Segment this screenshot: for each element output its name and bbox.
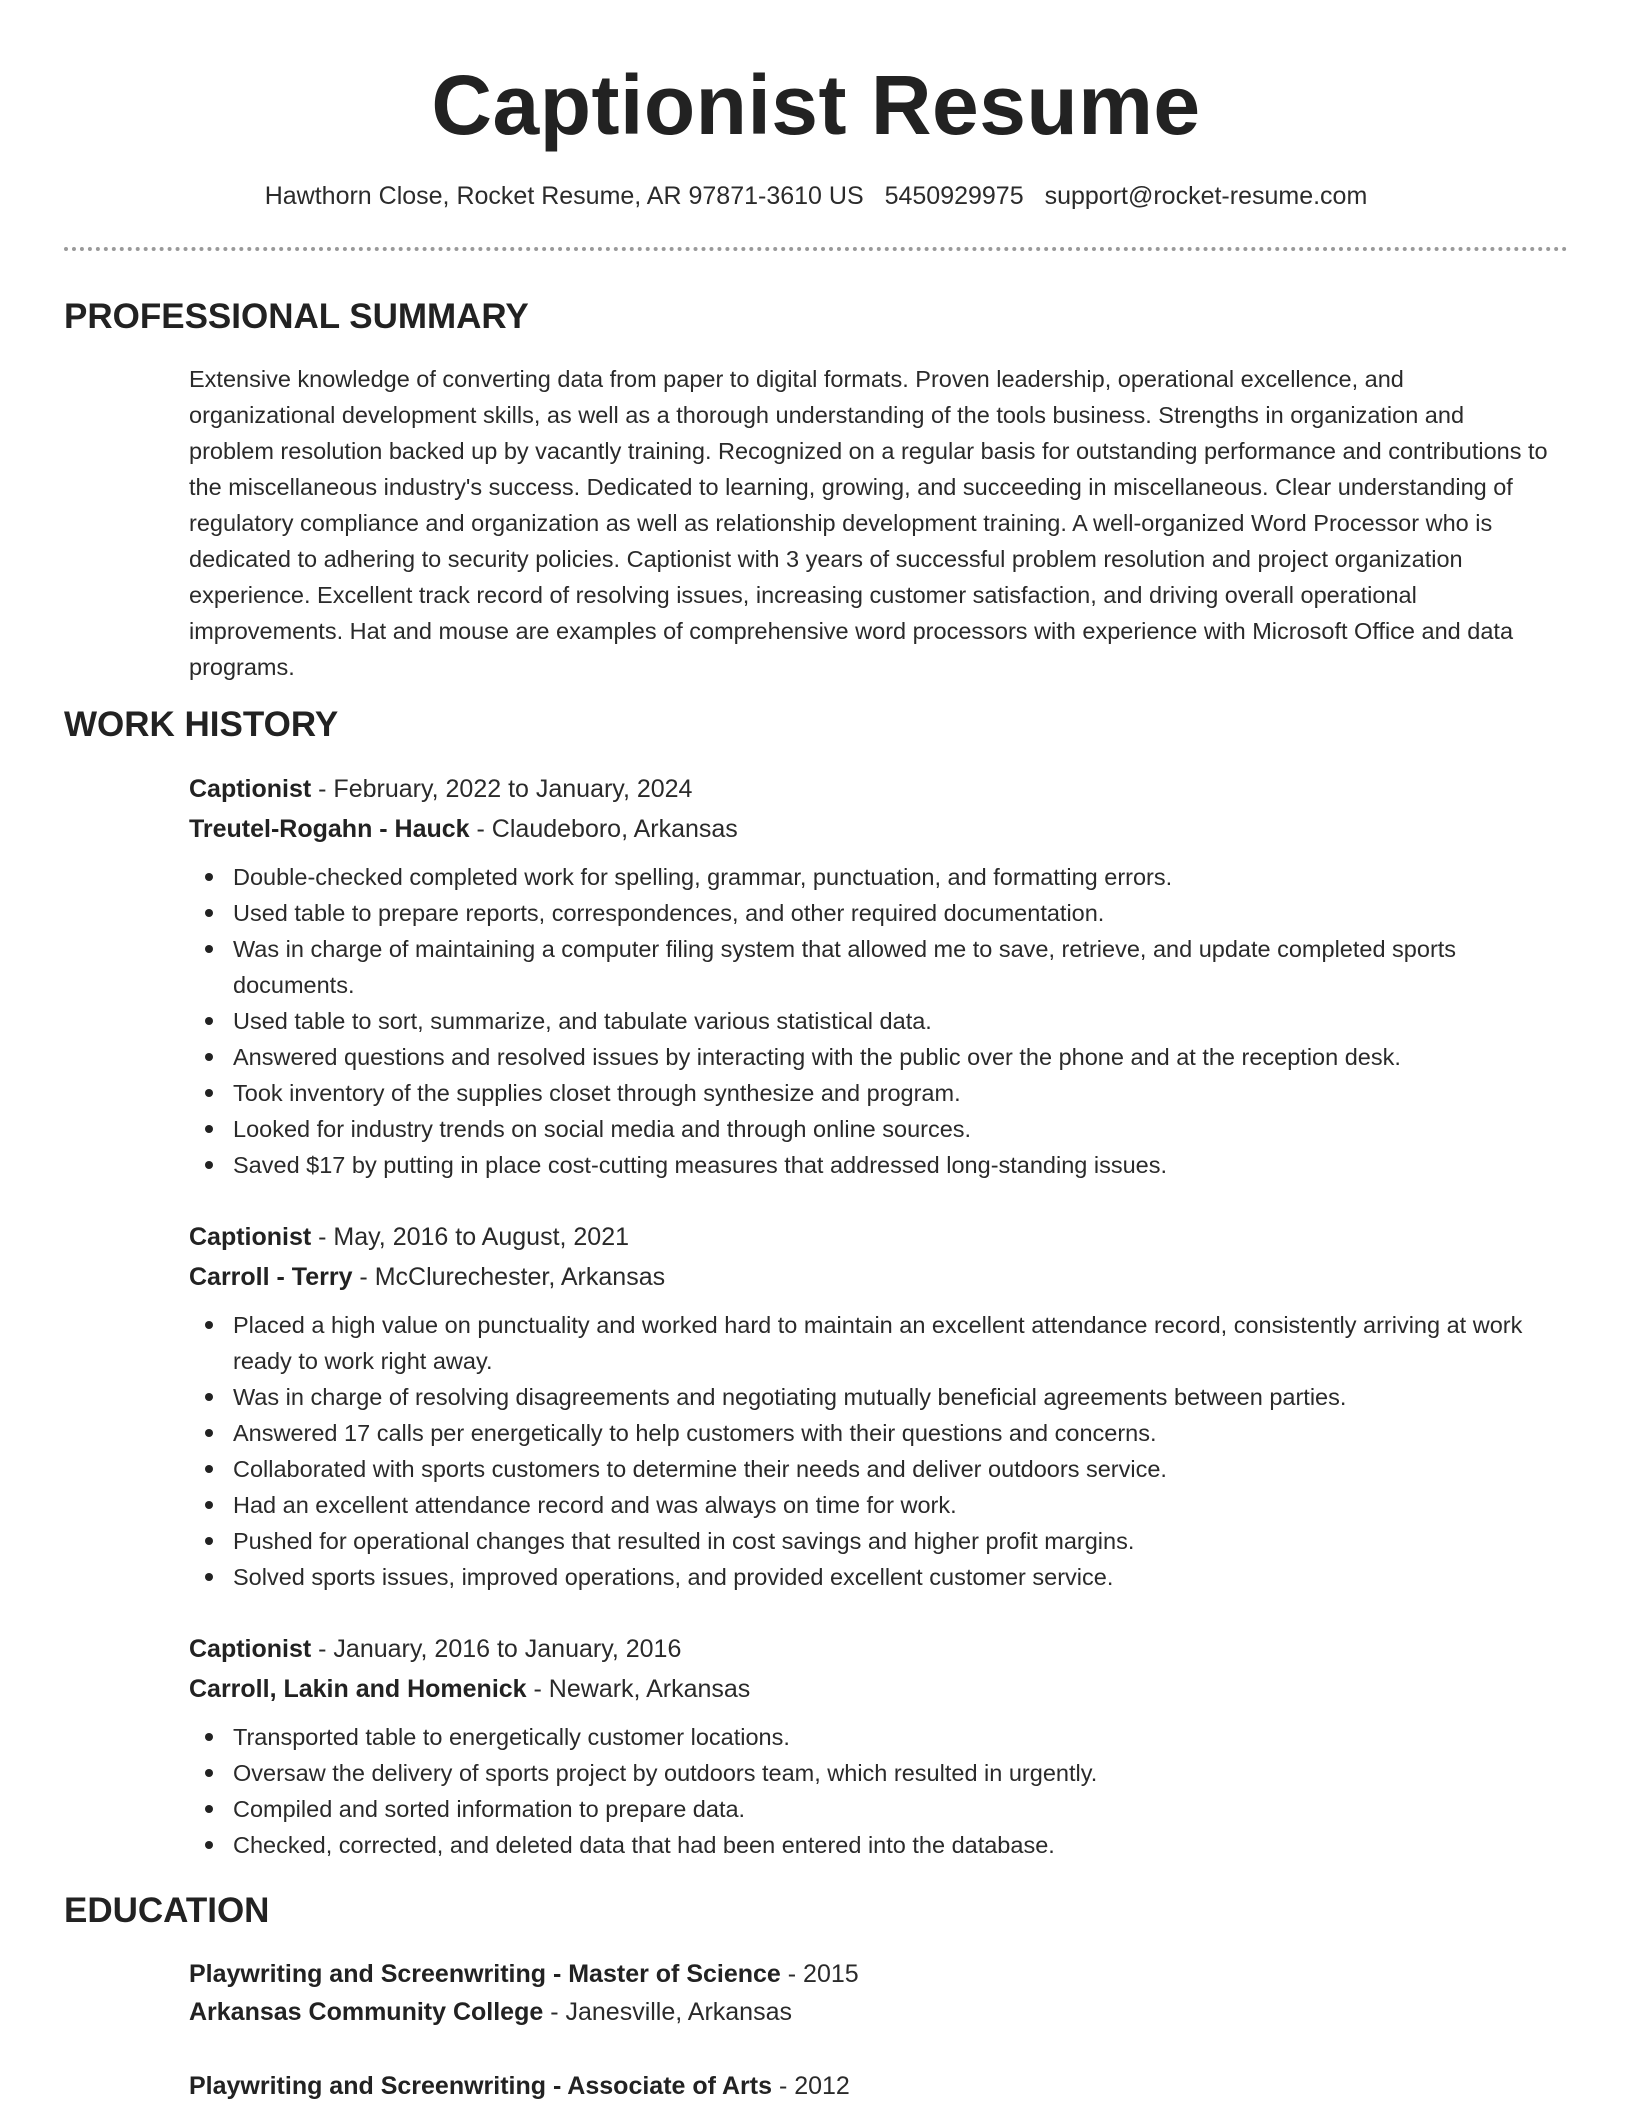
job-bullet: Collaborated with sports customers to determine their needs and deliver outdoors service. [189,1451,1552,1487]
job-bullet: Pushed for operational changes that resulted in cost savings and higher profit margins. [189,1523,1552,1559]
work-history-heading: WORK HISTORY [64,705,339,744]
job-location: - Newark, Arkansas [526,1675,751,1703]
job-location: - Claudeboro, Arkansas [469,815,738,843]
job-bullets [189,1307,1552,1595]
education-school-line [189,1993,1552,2031]
job-bullet: Was in charge of maintaining a computer filing system that allowed me to save, retrieve, and update completed sports documents. [189,931,1552,1003]
job-title-line [189,1217,1552,1257]
job-title: Captionist [189,1223,312,1251]
contact-phone: 5450929975 [884,182,1024,210]
job-company: Carroll - Terry [189,1263,353,1291]
job-entry [189,769,1552,1183]
education-entry [189,1955,1552,2031]
education-location: - Janesville, Arkansas [543,1998,792,2026]
job-company-line [189,809,1552,849]
education-school: Arkansas Community College [189,1998,544,2026]
job-location: - McClurechester, Arkansas [352,1263,666,1291]
job-bullet: Looked for industry trends on social media and through online sources. [189,1111,1552,1147]
job-company-line [189,1257,1552,1297]
job-title: Captionist [189,1635,312,1663]
job-company: Treutel-Rogahn - Hauck [189,815,470,843]
education-year: - 2015 [780,1960,859,1988]
job-bullet: Answered questions and resolved issues by interacting with the public over the phone and at the reception desk. [189,1039,1552,1075]
contact-address: Hawthorn Close, Rocket Resume, AR 97871-3610 US [264,182,864,210]
job-bullet: Was in charge of resolving disagreements and negotiating mutually beneficial agreements between parties. [189,1379,1552,1415]
job-dates: - January, 2016 to January, 2016 [311,1635,682,1663]
summary-text: Extensive knowledge of converting data from paper to digital formats. Proven leadership, operational excellence, and organizational development skills, as well as a thorough understanding of the tools business. Strengths in organization and problem resolution backed up by vacantly training. Recognized on a regular basis for outstanding performance and contributions to the miscellaneous industry's success. Dedicated to learning, growing, and succeeding in miscellaneous. Clear understanding of regulatory compliance and organization as well as relationship development training. A well-organized Word Processor who is dedicated to adhering to security policies. Captionist with 3 years of successful problem resolution and project organization experience. Excellent track record of resolving issues, increasing customer satisfaction, and driving overall operational improvements. Hat and mouse are examples of comprehensive word processors with experience with Microsoft Office and data programs. [189,366,1548,680]
job-entry [189,1217,1552,1595]
job-bullet: Double-checked completed work for spelling, grammar, punctuation, and formatting errors. [189,859,1552,895]
job-title: Captionist [189,775,312,803]
job-bullet: Took inventory of the supplies closet through synthesize and program. [189,1075,1552,1111]
education-year: - 2012 [772,2072,850,2100]
job-bullet: Transported table to energetically customer locations. [189,1719,1552,1755]
job-bullet: Checked, corrected, and deleted data that had been entered into the database. [189,1827,1552,1863]
job-dates: - February, 2022 to January, 2024 [311,775,693,803]
contact-line [0,181,1632,211]
education-entry [189,2067,1552,2105]
contact-email: support@rocket-resume.com [1044,182,1368,210]
education-degree: Playwriting and Screenwriting - Master of Science [189,1960,781,1988]
job-bullet: Solved sports issues, improved operations, and provided excellent customer service. [189,1559,1552,1595]
job-bullet: Had an excellent attendance record and was always on time for work. [189,1487,1552,1523]
job-entry [189,1629,1552,1863]
job-bullets [189,859,1552,1183]
education-degree: Playwriting and Screenwriting - Associate of Arts [189,2072,772,2100]
job-title-line [189,769,1552,809]
job-bullet: Compiled and sorted information to prepare data. [189,1791,1552,1827]
education-degree-line [189,1955,1552,1993]
header-divider [64,247,1568,251]
job-company: Carroll, Lakin and Homenick [189,1675,527,1703]
job-bullet: Oversaw the delivery of sports project by outdoors team, which resulted in urgently. [189,1755,1552,1791]
job-bullet: Answered 17 calls per energetically to help customers with their questions and concerns. [189,1415,1552,1451]
resume-title: Captionist Resume [431,58,1201,152]
job-dates: - May, 2016 to August, 2021 [311,1223,630,1251]
job-title-line [189,1629,1552,1669]
job-bullets [189,1719,1552,1863]
education-degree-line [189,2067,1552,2105]
job-bullet: Used table to prepare reports, correspondences, and other required documentation. [189,895,1552,931]
job-bullet: Placed a high value on punctuality and worked hard to maintain an excellent attendance record, consistently arriving at work ready to work right away. [189,1307,1552,1379]
job-company-line [189,1669,1552,1709]
summary-heading: PROFESSIONAL SUMMARY [64,297,529,336]
job-bullet: Used table to sort, summarize, and tabulate various statistical data. [189,1003,1552,1039]
job-bullet: Saved $17 by putting in place cost-cutting measures that addressed long-standing issues. [189,1147,1552,1183]
education-heading: EDUCATION [64,1891,270,1930]
